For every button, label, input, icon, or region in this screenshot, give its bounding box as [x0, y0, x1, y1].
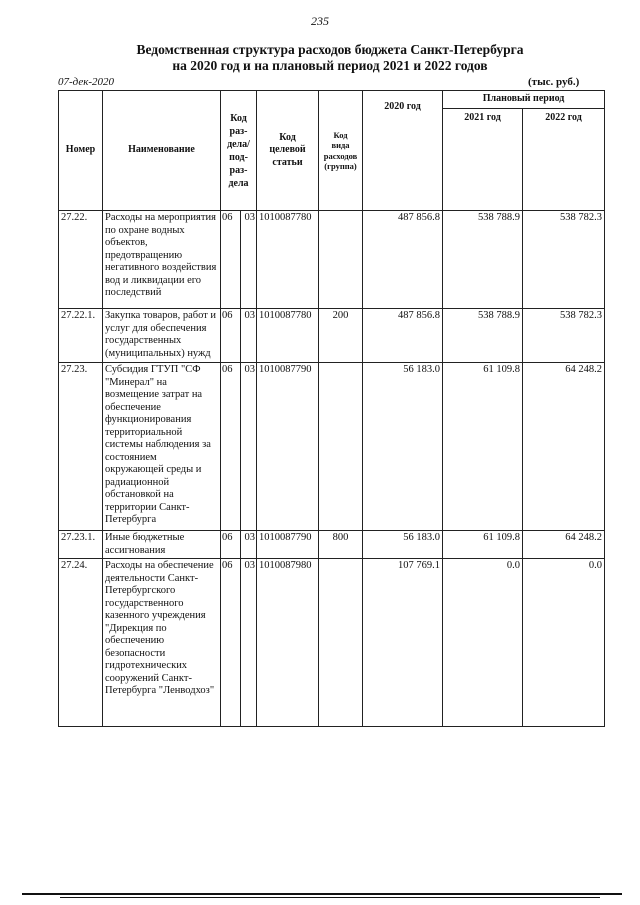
row-number: 27.23. [59, 363, 103, 531]
row-expense-type: 200 [319, 309, 363, 363]
bottom-rule-thin [60, 897, 600, 898]
row-2022: 538 782.3 [523, 309, 605, 363]
row-2021: 538 788.9 [443, 211, 523, 309]
row-name: Закупка товаров, работ и услуг для обеспечения государственных (муниципальных) нужд [103, 309, 221, 363]
header-planned-period: Плановый период [443, 91, 605, 109]
row-expense-type: 800 [319, 531, 363, 559]
row-section: 06 [221, 211, 241, 309]
row-expense-type [319, 363, 363, 531]
header-section: Код раз- дела/ под- раз- дела [221, 91, 257, 211]
header-2022: 2022 год [523, 109, 605, 211]
row-name: Расходы на мероприятия по охране водных объектов, предотвращению негативного воздействия вод и ликвидации его последствий [103, 211, 221, 309]
table-row [59, 309, 605, 363]
row-number: 27.24. [59, 559, 103, 727]
row-subsection: 03 [241, 363, 257, 531]
row-2020: 56 183.0 [363, 363, 443, 531]
row-target: 1010087790 [257, 531, 319, 559]
row-2021: 61 109.8 [443, 531, 523, 559]
row-2021: 0.0 [443, 559, 523, 727]
row-2020: 107 769.1 [363, 559, 443, 727]
row-2020: 487 856.8 [363, 309, 443, 363]
row-subsection: 03 [241, 559, 257, 727]
table-row [59, 211, 605, 309]
row-target: 1010087980 [257, 559, 319, 727]
row-2022: 64 248.2 [523, 363, 605, 531]
row-2021: 538 788.9 [443, 309, 523, 363]
row-target: 1010087780 [257, 211, 319, 309]
header-2020: 2020 год [363, 91, 443, 211]
units-label: (тыс. руб.) [528, 76, 580, 88]
row-subsection: 03 [241, 309, 257, 363]
table-row [59, 363, 605, 531]
title-line-2: на 2020 год и на плановый период 2021 и 2022 годов [172, 58, 488, 73]
row-target: 1010087780 [257, 309, 319, 363]
row-2022: 64 248.2 [523, 531, 605, 559]
row-2022: 538 782.3 [523, 211, 605, 309]
page-number: 235 [311, 14, 329, 28]
bottom-rule [22, 893, 622, 895]
row-2022: 0.0 [523, 559, 605, 727]
budget-table [58, 90, 605, 727]
row-2021: 61 109.8 [443, 363, 523, 531]
header-2021: 2021 год [443, 109, 523, 211]
header-number: Номер [59, 91, 103, 211]
row-number: 27.22. [59, 211, 103, 309]
header-name: Наименование [103, 91, 221, 211]
title-line-1: Ведомственная структура расходов бюджета Санкт-Петербурга [136, 42, 524, 57]
row-2020: 56 183.0 [363, 531, 443, 559]
header-expense-type: Код вида расходов (группа) [319, 91, 363, 211]
table-row [59, 531, 605, 559]
row-expense-type [319, 211, 363, 309]
row-name: Расходы на обеспечение деятельности Санкт-Петербургского государственного казенного учреждения "Дирекция по обеспечению безопасности гидротехнических сооружений Санкт-Петербурга "Ленводхоз" [103, 559, 221, 727]
table-row [59, 559, 605, 727]
header-target: Код целевой статьи [257, 91, 319, 211]
row-number: 27.22.1. [59, 309, 103, 363]
row-subsection: 03 [241, 531, 257, 559]
row-subsection: 03 [241, 211, 257, 309]
row-section: 06 [221, 559, 241, 727]
row-section: 06 [221, 363, 241, 531]
row-name: Субсидия ГТУП "СФ "Минерал" на возмещение затрат на обеспечение функционирования территориальной системы наблюдения за состоянием окружающей среды и радиационной обстановкой на территории Санкт-Петербурга [103, 363, 221, 531]
row-section: 06 [221, 531, 241, 559]
page-title [60, 42, 600, 74]
row-name: Иные бюджетные ассигнования [103, 531, 221, 559]
row-2020: 487 856.8 [363, 211, 443, 309]
row-expense-type [319, 559, 363, 727]
row-number: 27.23.1. [59, 531, 103, 559]
document-date: 07-дек-2020 [58, 76, 115, 88]
row-target: 1010087790 [257, 363, 319, 531]
row-section: 06 [221, 309, 241, 363]
